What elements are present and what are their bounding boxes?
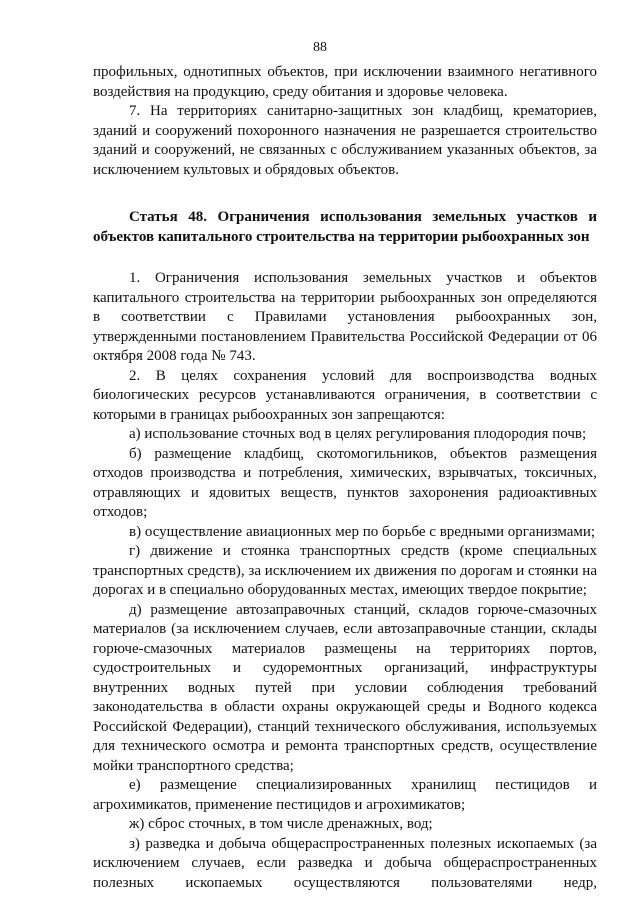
- list-item-z: з) разведка и добыча общераспространенных полезных ископаемых (за исключением случаев, если разведка и добыча общераспространенных полезных ископаемых осуществляются пользователями недр,: [93, 835, 597, 891]
- page-number: 88: [313, 40, 327, 55]
- list-item-zh: ж) сброс сточных, в том числе дренажных, вод;: [129, 816, 433, 832]
- list-item-a: а) использование сточных вод в целях регулирования плодородия почв;: [129, 426, 587, 442]
- paragraph-item-7: 7. На территориях санитарно-защитных зон кладбищ, крематориев, зданий и сооружений похоронного назначения не разрешается строительство зданий и сооружений, не связанных с обслуживанием указанных объектов, за исключением культовых и обрядовых объектов.: [93, 103, 597, 178]
- list-item-b: б) размещение кладбищ, скотомогильников, объектов размещения отходов производства и потребления, химических, взрывчатых, токсичных, отравляющих и ядовитых веществ, пунктов захоронения радиоактивных отходов;: [93, 445, 597, 520]
- document-body: [93, 63, 597, 893]
- paragraph-clause-2: 2. В целях сохранения условий для воспроизводства водных биологических ресурсов устанавливаются ограничения, в соответствии с которыми в границах рыбоохранных зон запрещаются:: [93, 367, 597, 423]
- article-heading: Статья 48. Ограничения использования земельных участков и объектов капитального строительства на территории рыбоохранных зон: [93, 209, 597, 245]
- list-item-g: г) движение и стоянка транспортных средств (кроме специальных транспортных средств), за исключением их движения по дорогам и стоянки на дорогах и в специально оборудованных местах, имеющих твердое покрытие;: [93, 543, 597, 598]
- paragraph-clause-1: 1. Ограничения использования земельных участков и объектов капитального строительства на территории рыбоохранных зон определяются в соответствии с Правилами установления рыбоохранных зон, утвержденными постановлением Правительства Российской Федерации от 06 октября 2008 года № 743.: [93, 270, 597, 364]
- list-item-e: е) размещение специализированных хранилищ пестицидов и агрохимикатов, применение пестицидов и агрохимикатов;: [93, 777, 597, 813]
- list-item-d: д) размещение автозаправочных станций, складов горюче-смазочных материалов (за исключением случаев, если автозаправочные станции, склады горюче-смазочных материалов размещены на территориях портов, судостроительных и судоремонтных организаций, инфраструктуры внутренних водных путей при условии соблюдения требований законодательства в области охраны окружающей среды и Водного кодекса Российской Федерации), станций технического обслуживания, используемых для технического осмотра и ремонта транспортных средств, осуществление мойки транспортного средства;: [93, 601, 597, 774]
- paragraph-continuation: профильных, однотипных объектов, при исключении взаимного негативного воздействия на продукцию, среду обитания и здоровье человека.: [93, 64, 597, 100]
- list-item-v: в) осуществление авиационных мер по борьбе с вредными организмами;: [129, 523, 596, 540]
